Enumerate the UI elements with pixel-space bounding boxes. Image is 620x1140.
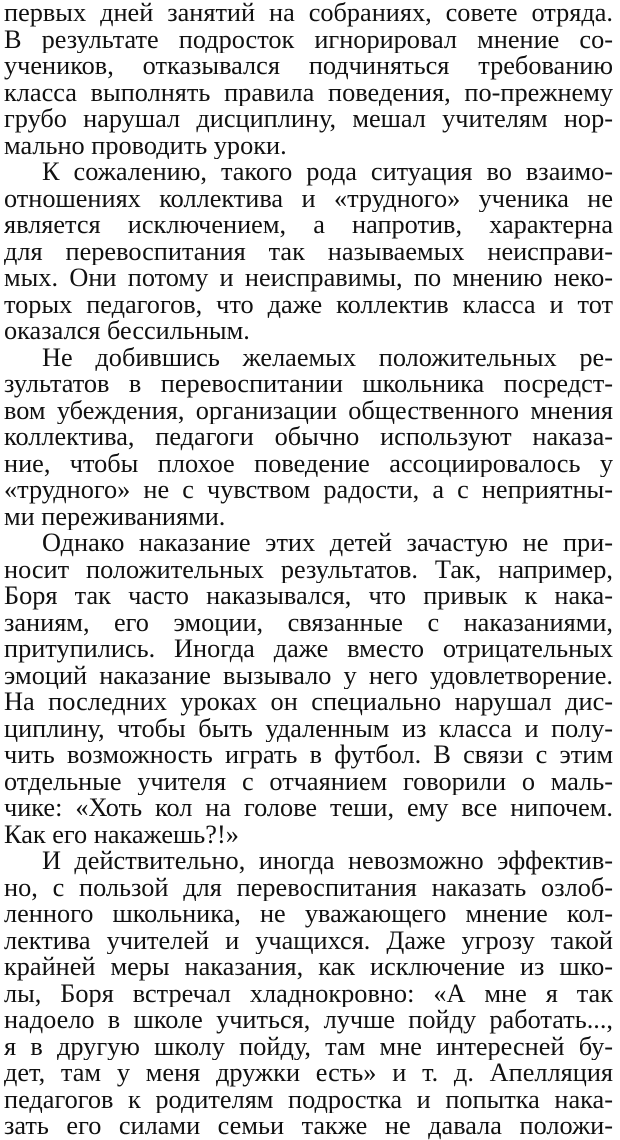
text-line: ми переживаниями. (4, 503, 226, 530)
text-line: лы, Боря встречал хладнокровно: «А мне я так (4, 980, 613, 1007)
text-line: оказался бессильным. (4, 318, 250, 345)
text-line: циплину, чтобы быть удаленным из класса и полу- (4, 715, 613, 742)
text-line: класса выполнять правила поведения, по-прежнему (4, 79, 613, 106)
text-line: для перевоспитания так называемых неисправи- (4, 238, 613, 265)
text-line: лектива учителей и учащихся. Даже угрозу такой (4, 927, 613, 954)
text-line: грубо нарушал дисциплину, мешал учителям нор- (4, 106, 613, 133)
text-line: Не добившись желаемых положительных ре- (42, 344, 613, 371)
text-line: я в другую школу пойду, там мне интересней бу- (4, 1033, 613, 1060)
text-line: является исключением, а напротив, характерна (4, 212, 613, 239)
text-line: К сожалению, такого рода ситуация во взаимо- (42, 159, 613, 186)
text-line: ние, чтобы плохое поведение ассоциировалось у (4, 450, 613, 477)
paragraph-5 (4, 848, 613, 1140)
text-line: зультатов в перевоспитании школьника посредст- (4, 371, 613, 398)
text-line: мально проводить уроки. (4, 132, 287, 159)
text-line: Как его накажешь?!» (4, 821, 239, 848)
text-line: зать его силами семьи также не давала положи- (4, 1113, 613, 1140)
text-line: чике: «Хоть кол на голове теши, ему все нипочем. (4, 795, 613, 822)
paragraph-3 (4, 345, 613, 531)
text-line: эмоций наказание вызывало у него удовлетворение. (4, 662, 613, 689)
text-line: И действительно, иногда невозможно эффектив- (42, 848, 613, 875)
paragraph-1 (4, 0, 613, 159)
text-line: заниям, его эмоции, связанные с наказаниями, (4, 609, 613, 636)
text-line: торых педагогов, что даже коллектив класса и тот (4, 291, 613, 318)
text-line: педагогов к родителям подростка и попытка нака- (4, 1086, 613, 1113)
text-line: крайней меры наказания, как исключение из шко- (4, 954, 613, 981)
text-line: носит положительных результатов. Так, например, (4, 556, 613, 583)
paragraph-4 (4, 530, 613, 848)
text-line: В результате подросток игнорировал мнение со- (4, 26, 613, 53)
text-line: надоело в школе учиться, лучше пойду работать..., (4, 1007, 613, 1034)
text-line: коллектива, педагоги обычно используют наказа- (4, 424, 613, 451)
text-line: первых дней занятий на собраниях, совете отряда. (4, 0, 613, 27)
text-line: мых. Они потому и неисправимы, по мнению неко- (4, 265, 613, 292)
text-line: «трудного» не с чувством радости, а с неприятны- (4, 477, 613, 504)
text-line: притупились. Иногда даже вместо отрицательных (4, 636, 613, 663)
text-line: вом убеждения, организации общественного мнения (4, 397, 613, 424)
text-line: На последних уроках он специально нарушал дис- (4, 689, 613, 716)
paragraph-2 (4, 159, 613, 345)
text-line: учеников, отказывался подчиняться требованию (4, 53, 613, 80)
text-line: Боря так часто наказывался, что привык к нака- (4, 583, 613, 610)
text-line: чить возможность играть в футбол. В связи с этим (4, 742, 613, 769)
text-line: дет, там у меня дружки есть» и т. д. Апелляция (4, 1060, 613, 1087)
page-body (4, 0, 613, 1140)
text-line: отдельные учителя с отчаянием говорили о маль- (4, 768, 613, 795)
text-line: но, с пользой для перевоспитания наказать озлоб- (4, 874, 613, 901)
text-line: отношениях коллектива и «трудного» ученика не (4, 185, 613, 212)
text-line: ленного школьника, не уважающего мнение кол- (4, 901, 613, 928)
text-line: Однако наказание этих детей зачастую не при- (42, 530, 613, 557)
